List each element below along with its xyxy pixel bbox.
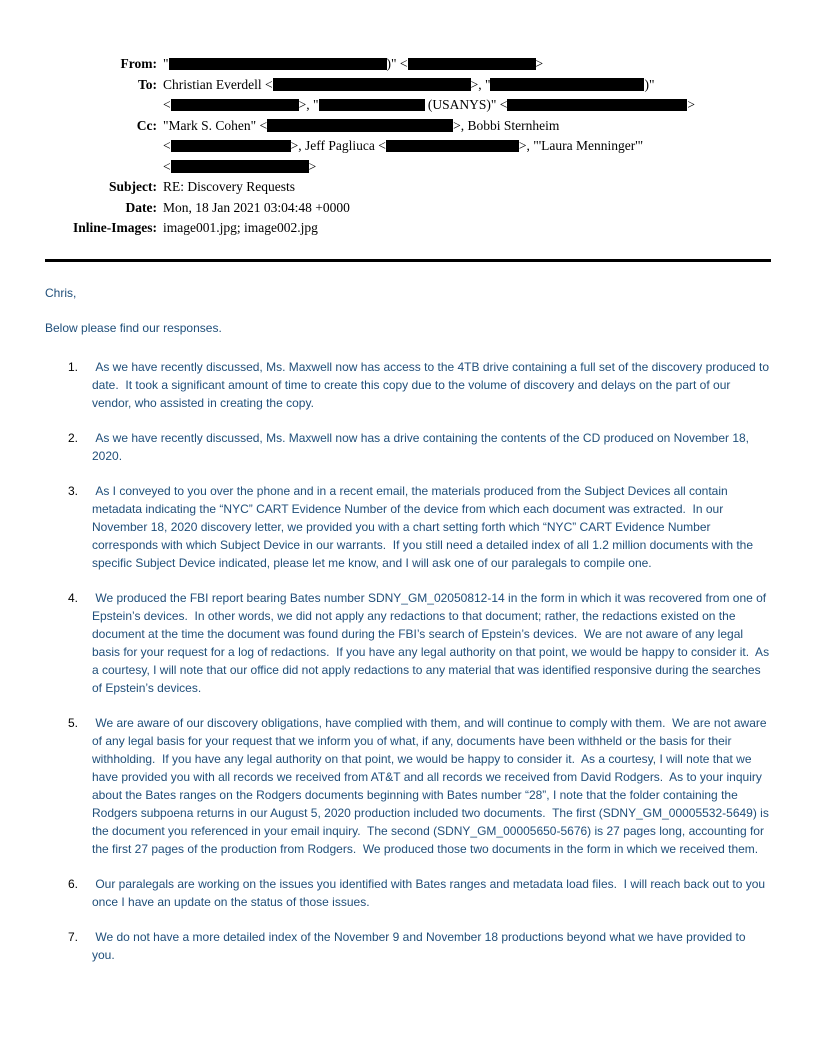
redaction-bar [273,78,471,91]
email-header [45,54,771,239]
header-text-segment: )" < [386,56,408,71]
list-item [45,358,771,412]
header-text-segment: RE: Discovery Requests [163,179,295,194]
header-row [45,177,771,198]
response-list [45,358,771,964]
header-text-segment: )" [644,76,655,92]
list-item [45,928,771,964]
list-item [45,589,771,697]
header-field-label [45,95,163,116]
header-field-value [163,54,771,75]
header-field-label: Subject: [109,179,157,194]
header-text-segment: >, " [470,76,491,92]
header-text-segment: (USANYS)" < [424,97,508,112]
redaction-bar [507,99,687,112]
header-row [45,136,771,157]
header-field-value [163,136,771,157]
list-item-number: 7. [68,929,79,944]
header-row [45,198,771,219]
redaction-bar [319,99,425,112]
list-item-text: We do not have a more detailed index of the November 9 and November 18 productions beyond what we have provided to you. [92,929,749,962]
header-text-segment: < [163,138,171,153]
list-item [45,482,771,572]
header-field-value [163,198,771,219]
list-item [45,714,771,858]
header-row [45,157,771,178]
header-field-value [163,75,771,96]
list-item-text: As we have recently discussed, Ms. Maxwell now has access to the 4TB drive containing a full set of the discovery produced to date. It took a significant amount of time to create this copy due to the volume of discovery and delays on the part of our vendor, who assisted in creating the copy. [92,359,773,410]
header-field-label: Cc: [136,117,157,133]
redaction-bar [171,140,291,153]
redaction-bar [169,58,387,71]
redaction-bar [490,78,644,91]
header-text-segment: Christian Everdell < [163,76,273,92]
header-text-segment: >, "'Laura Menninger'" [518,138,644,153]
header-text-segment: > [535,56,544,71]
redaction-bar [386,140,519,153]
header-field-label [45,136,163,157]
redaction-bar [408,58,536,71]
intro-line: Below please find our responses. [45,320,222,335]
header-row [45,54,771,75]
list-item [45,429,771,465]
header-text-segment: >, Jeff Pagliuca < [290,138,386,153]
list-item-number: 1. [68,359,79,374]
header-field-label: To: [137,76,157,92]
header-text-segment: " [163,56,169,71]
email-body [45,284,771,964]
header-row [45,95,771,116]
header-text-segment: < [163,158,171,174]
header-row [45,218,771,239]
header-field-label [45,157,163,178]
salutation: Chris, [45,285,77,300]
header-row [45,75,771,96]
header-field-value [163,218,771,239]
header-field-value [163,177,771,198]
header-text-segment: Mon, 18 Jan 2021 03:04:48 +0000 [163,199,350,215]
header-text-segment: "Mark S. Cohen" < [163,117,268,133]
header-body-divider [45,259,771,262]
header-field-value [163,95,771,116]
list-item-text: We are aware of our discovery obligations, have complied with them, and will continue to comply with them. We are not aware of any legal basis for your request that we inform you of what, if any, documents have been withheld or the basis for their withholding. If you have any legal authority on that point, we would be happy to consider it. As a courtesy, I will note that we have provided you with all records we received from AT&T and all records we received from David Rodgers. As to your inquiry about the Bates ranges on the Rodgers documents beginning with Bates number “28”, I note that the folder containing the Rodgers subpoena returns in our August 5, 2020 production included two documents. The first (SDNY_GM_00005532-5649) is the document you referenced in your email inquiry. The second (SDNY_GM_00005650-5676) is 27 pages long, accounting for the first 27 pages of the production from Rodgers. We produced those two documents in the form in which we received them. [92,715,773,856]
header-text-segment: > [308,158,317,174]
list-item-number: 4. [68,590,79,605]
header-text-segment: >, Bobbi Sternheim [453,117,560,133]
header-field-label: From: [120,56,157,71]
header-text-segment: >, " [298,97,319,112]
header-field-label: Inline-Images: [73,220,157,235]
list-item-text: We produced the FBI report bearing Bates number SDNY_GM_02050812-14 in the form in which it was recovered from one of Epstein’s devices. In other words, we did not apply any redactions to that document; rather, the redactions existed on the document at the time the document was found during the FBI’s search of Epstein’s devices. We are not aware of any legal basis for your request for a log of redactions. If you have any legal authority on that point, we would be happy to consider it. As a courtesy, I will note that our office did not apply redactions to any material that was identified responsive during the searches of Epstein’s devices. [92,590,773,695]
header-text-segment: < [163,97,171,112]
list-item-number: 2. [68,430,79,445]
header-field-label: Date: [125,199,157,215]
list-item-number: 3. [68,483,79,498]
header-field-value [163,116,771,137]
redaction-bar [267,119,453,132]
header-text-segment: > [687,97,696,112]
list-item-number: 5. [68,715,79,730]
list-item-text: As I conveyed to you over the phone and in a recent email, the materials produced from the Subject Devices all contain metadata indicating the “NYC” CART Evidence Number of the device from which each document was extracted. In our November 18, 2020 discovery letter, we provided you with a chart setting forth which “NYC” CART Evidence Number corresponds with which Subject Device in our warrants. If you still need a detailed index of all 1.2 million documents with the specific Subject Device indicated, please let me know, and I will ask one of our paralegals to compile one. [92,483,757,570]
header-row [45,116,771,137]
list-item-text: As we have recently discussed, Ms. Maxwell now has a drive containing the contents of the CD produced on November 18, 2020. [92,430,753,463]
header-field-value [163,157,771,178]
redaction-bar [171,99,299,112]
header-text-segment: image001.jpg; image002.jpg [163,220,318,235]
list-item-number: 6. [68,876,79,891]
list-item [45,875,771,911]
list-item-text: Our paralegals are working on the issues you identified with Bates ranges and metadata load files. I will reach back out to you once I have an update on the status of those issues. [92,876,769,909]
redaction-bar [171,160,309,173]
